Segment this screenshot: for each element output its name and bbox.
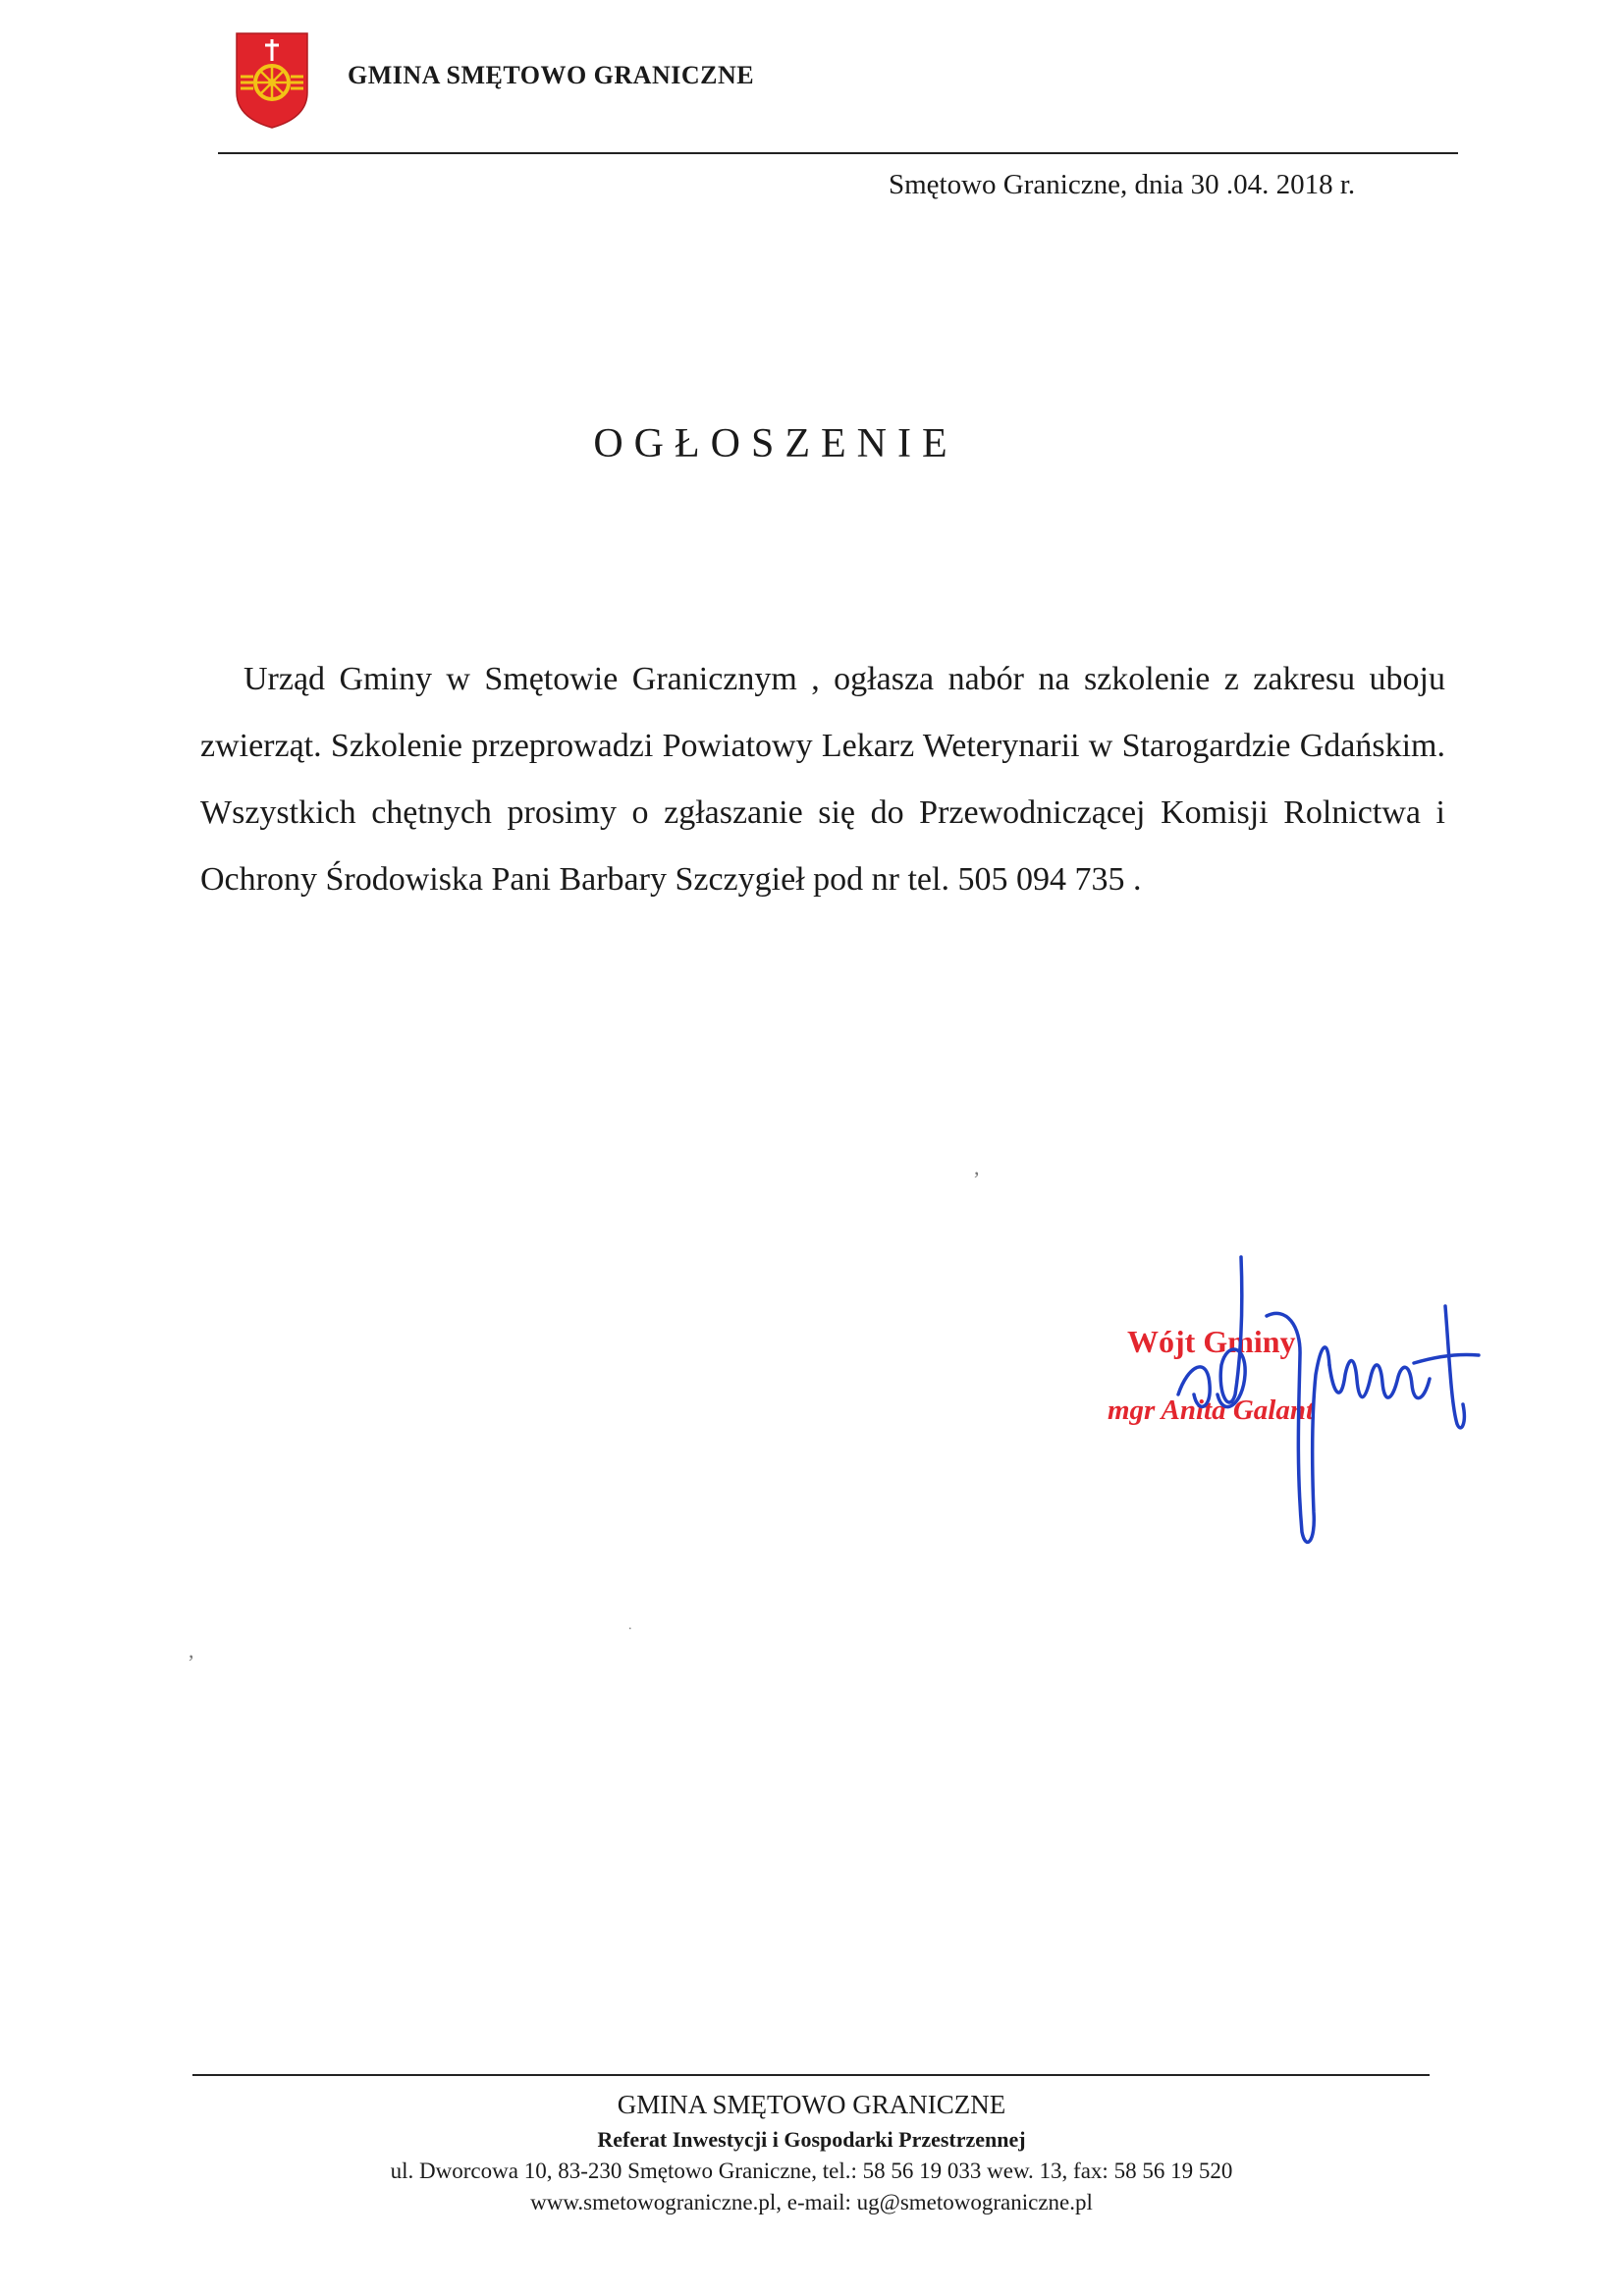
office-name: GMINA SMĘTOWO GRANICZNE <box>348 61 755 89</box>
coat-of-arms-icon <box>235 31 309 130</box>
handwritten-signature-icon <box>1119 1247 1512 1561</box>
scan-speck: , <box>974 1155 980 1179</box>
footer-divider <box>192 2074 1430 2076</box>
footer-department: Referat Inwestycji i Gospodarki Przestrzennej <box>597 2127 1026 2152</box>
signature-title: Wójt Gminy <box>1127 1324 1296 1359</box>
announcement-text: Urząd Gminy w Smętowie Granicznym , ogłasza nabór na szkolenie z zakresu uboju zwierząt. Szkolenie przeprowadzi Powiatowy Lekarz Weterynarii w Starogardzie Gdańskim. Wszystkich chętnych prosimy o zgłaszanie się do Przewodniczącej Komisji Rolnictwa i Ochrony Środowiska Pani Barbary Szczygieł pod nr tel. 505 094 735 . <box>200 661 1445 898</box>
announcement-body <box>200 646 1445 913</box>
header-divider <box>218 152 1458 154</box>
footer-contact-links[interactable]: www.smetowograniczne.pl, e-mail: ug@smetowograniczne.pl <box>530 2190 1093 2214</box>
footer-office-name: GMINA SMĘTOWO GRANICZNE <box>617 2090 1006 2119</box>
date-line: Smętowo Graniczne, dnia 30 .04. 2018 r. <box>889 169 1356 200</box>
signature-name: mgr Anita Galant <box>1108 1394 1315 1426</box>
document-title: OGŁOSZENIE <box>593 421 958 466</box>
scan-speck: , <box>189 1638 194 1663</box>
scan-speck: . <box>628 1618 632 1633</box>
footer-address: ul. Dworcowa 10, 83-230 Smętowo Graniczne, tel.: 58 56 19 033 wew. 13, fax: 58 56 19 520 <box>390 2159 1233 2183</box>
